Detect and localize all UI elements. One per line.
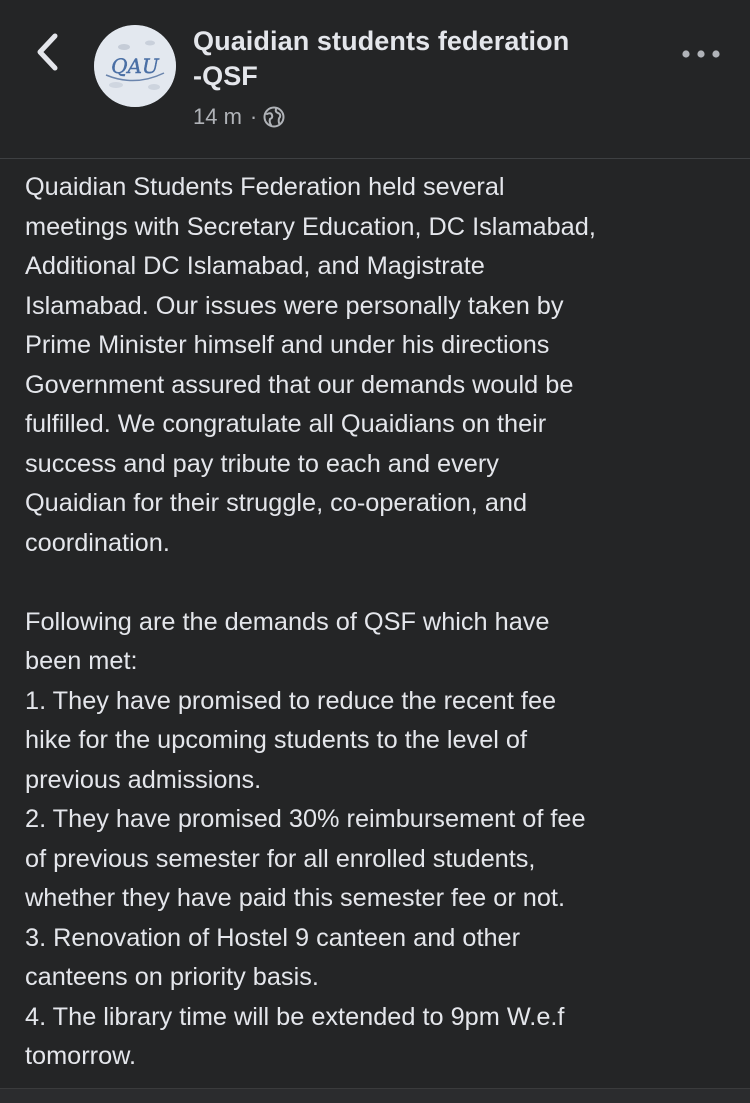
demand-item-1: 1. They have promised to reduce the recent fee [25,686,557,715]
title-line-1: Quaidian students federation [193,26,570,56]
post-line: whether they have paid this semester fee or not. [25,884,565,912]
back-button[interactable] [28,30,68,74]
title-line-2: -QSF [193,61,258,91]
header-divider [0,158,750,159]
globe-icon [263,106,285,128]
avatar-logo [94,25,176,107]
chevron-left-icon [35,32,61,72]
post-line: hike for the upcoming students to the level of [25,726,528,754]
post-line: been met: [25,647,138,675]
more-options-button[interactable] [676,34,726,74]
post-paragraph-1 [25,168,735,563]
avatar[interactable] [94,25,176,107]
post-line: canteens on priority basis. [25,963,319,991]
post-paragraph-2 [25,603,735,1077]
demand-item-3: 3. Renovation of Hostel 9 canteen and other [25,923,521,952]
post-line: fulfilled. We congratulate all Quaidians on their [25,410,547,438]
post-body [25,168,735,1077]
page-title[interactable] [193,24,653,94]
post-time[interactable]: 14 m [193,104,242,129]
post-line: tomorrow. [25,1042,137,1070]
demand-item-4: 4. The library time will be extended to 9pm W.e.f [25,1002,565,1031]
meta-separator: · [249,104,258,129]
paragraph-spacer [25,563,735,603]
post-line: coordination. [25,528,170,557]
post-line: Following are the demands of QSF which have [25,607,550,636]
post-header [0,0,750,158]
post-line: Government assured that our demands would be [25,370,574,399]
post-line: Quaidian Students Federation held several [25,173,505,201]
post-line: Islamabad. Our issues were personally taken by [25,291,564,320]
more-horizontal-icon [681,49,721,59]
post-line: Additional DC Islamabad, and Magistrate [25,252,485,280]
post-line: Prime Minister himself and under his directions [25,331,550,359]
post-line: success and pay tribute to each and every [25,449,499,478]
demand-item-2: 2. They have promised 30% reimbursement of fee [25,805,586,833]
bottom-bar [0,1088,750,1103]
avatar-text: QAU [111,54,159,78]
post-line: Quaidian for their struggle, co-operation, and [25,489,528,517]
post-meta [193,104,285,130]
post-line: meetings with Secretary Education, DC Islamabad, [25,212,596,241]
post-line: previous admissions. [25,765,262,794]
post-line: of previous semester for all enrolled students, [25,844,536,873]
